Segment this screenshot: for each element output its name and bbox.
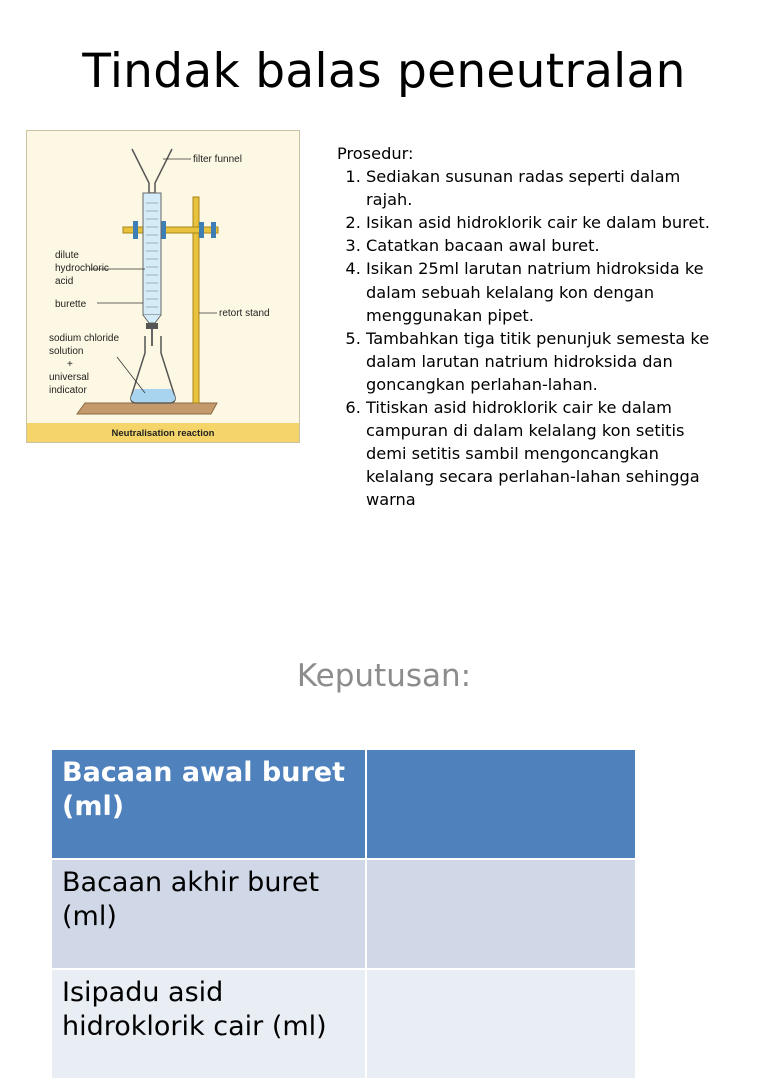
label-dilute-2: hydrochloric (55, 263, 109, 274)
flask-solution (131, 389, 175, 402)
label-nacl-4: universal (49, 372, 90, 383)
results-heading: Keputusan: (296, 658, 472, 694)
procedure-step: 1. Sediakan susunan radas seperti dalam rajah. (366, 165, 727, 211)
table-row (51, 969, 636, 1079)
figure-caption: Neutralisation reaction (111, 428, 215, 439)
procedure-step: 5. Tambahkan tiga titik penunjuk semesta ke dalam larutan natrium hidroksida dan goncangkan perlahan-lahan. (366, 327, 727, 396)
burette-tap (146, 323, 158, 329)
table-row (51, 749, 636, 859)
table-cell-value[interactable] (366, 969, 636, 1079)
label-burette: burette (55, 299, 87, 310)
table-cell-label: Bacaan akhir buret (ml) (51, 859, 366, 969)
table-cell-value[interactable] (366, 749, 636, 859)
table-cell-label: Isipadu asid hidroklorik cair (ml) (51, 969, 366, 1079)
bench-base (77, 403, 217, 414)
procedure-step: 2. Isikan asid hidroklorik cair ke dalam buret. (366, 211, 727, 234)
table-cell-value[interactable] (366, 859, 636, 969)
procedure-step: 6. Titiskan asid hidroklorik cair ke dalam campuran di dalam kelalang kon setitis demi setitis sambil mengoncangkan kelalang secara perlahan-lahan sehingga warna (366, 396, 727, 511)
label-nacl-3: + (67, 359, 73, 370)
table-row (51, 859, 636, 969)
procedure-text (337, 142, 727, 576)
results-table (50, 748, 637, 1080)
clamp-jaw-left (133, 221, 138, 239)
table-cell-label: Bacaan awal buret (ml) (51, 749, 366, 859)
label-retort-stand: retort stand (219, 308, 270, 319)
clamp-boss-2 (211, 222, 216, 238)
label-nacl-1: sodium chloride (49, 333, 120, 344)
procedure-step: 4. Isikan 25ml larutan natrium hidroksida ke dalam sebuah kelalang kon dengan menggunakan pipet. (366, 257, 727, 326)
burette-taper (143, 315, 161, 323)
slide-title: Tindak balas peneutralan (82, 44, 686, 99)
filter-funnel (132, 149, 172, 193)
label-nacl-2: solution (49, 346, 84, 357)
label-nacl-5: indicator (49, 385, 87, 396)
burette-tube (143, 193, 161, 315)
clamp-jaw-right (161, 221, 166, 239)
label-dilute-1: dilute (55, 250, 79, 261)
apparatus-figure (26, 130, 300, 443)
procedure-steps (337, 165, 727, 511)
clamp-boss-1 (199, 222, 204, 238)
procedure-heading: Prosedur: (337, 144, 414, 163)
label-filter-funnel: filter funnel (193, 154, 242, 165)
procedure-step: 3. Catatkan bacaan awal buret. (366, 234, 727, 257)
apparatus-diagram (27, 131, 299, 442)
label-dilute-3: acid (55, 276, 74, 287)
